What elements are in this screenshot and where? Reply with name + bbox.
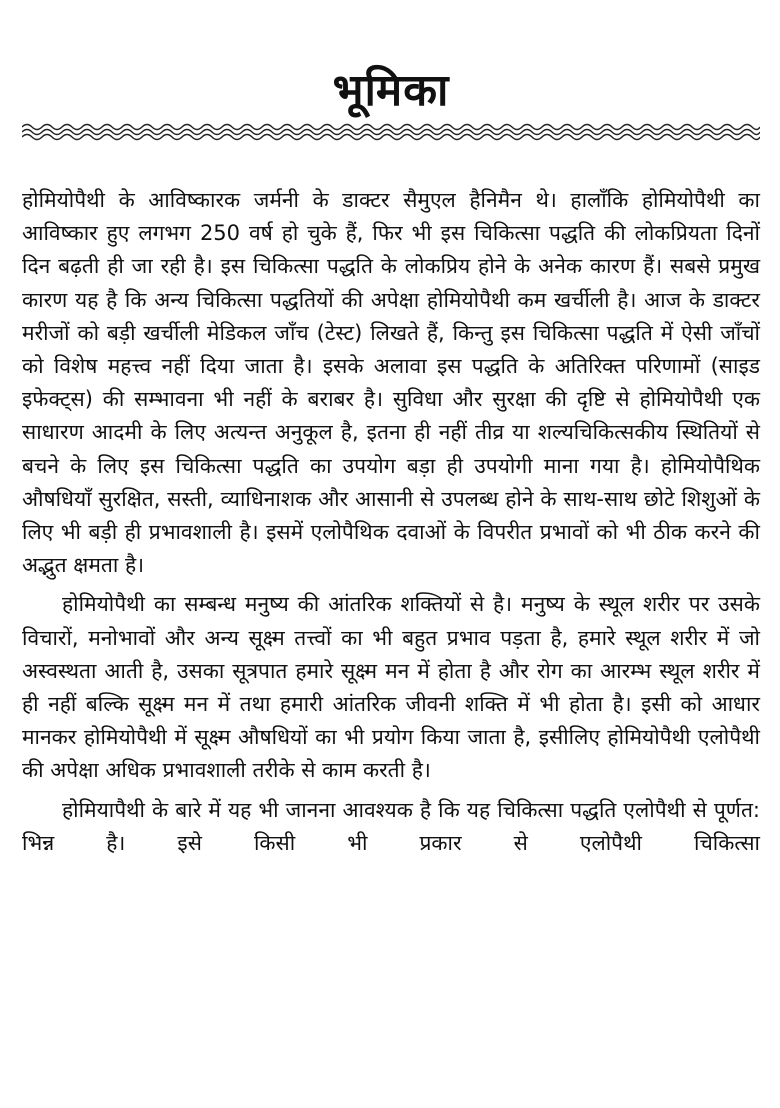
page-title: भूमिका bbox=[332, 65, 450, 116]
paragraph-2: होमियोपैथी का सम्बन्ध मनुष्य की आंतरिक शक्तियों से है। मनुष्य के स्थूल शरीर पर उसके विचारों, मनोभावों और अन्य सूक्ष्म तत्त्वों का भी बहुत प्रभाव पड़ता है, हमारे स्थूल शरीर में जो अस्वस्थता आती है, उसका सूत्रपात हमारे सूक्ष्म मन में होता है और रोग का आरम्भ स्थूल शरीर में ही नहीं बल्कि सूक्ष्म मन में तथा हमारी आंतरिक जीवनी शक्ति में भी होता है। इसी को आधार मानकर होमियोपैथी में सूक्ष्म औषधियों का भी प्रयोग किया जाता है, इसीलिए होमियोपैथी एलोपैथी की अपेक्षा अधिक प्रभावशाली तरीके से काम करती है। bbox=[22, 592, 760, 783]
paragraph-3: होमियापैथी के बारे में यह भी जानना आवश्यक है कि यह चिकित्सा पद्धति एलोपैथी से पूर्णत: भिन्न है। इसे किसी भी प्रकार से एलोपैथी चिकित्सा bbox=[22, 797, 760, 855]
paragraph-1: होमियोपैथी के आविष्कारक जर्मनी के डाक्टर सैमुएल हैनिमैन थे। हालाँकि होमियोपैथी का आविष्कार हुए लगभग 250 वर्ष हो चुके हैं, फिर भी इस चिकित्सा पद्धति की लोकप्रियता दिनों दिन बढ़ती ही जा रही है। इस चिकित्सा पद्धति के लोकप्रिय होने के अनेक कारण हैं। सबसे प्रमुख कारण यह है कि अन्य चिकित्सा पद्धतियों की अपेक्षा होमियोपैथी कम खर्चीली है। आज के डाक्टर मरीजों को बड़ी खर्चीली मेडिकल जाँच (टेस्ट) लिखते हैं, किन्तु इस चिकित्सा पद्धति में ऐसी जाँचों को विशेष महत्त्व नहीं दिया जाता है। इसके अलावा इस पद्धति के अतिरिक्त परिणामों (साइड इफेक्ट्स) की सम्भावना भी नहीं के बराबर है। सुविधा और सुरक्षा की दृष्टि से होमियोपैथी एक साधारण आदमी के लिए अत्यन्त अनुकूल है, इतना ही नहीं तीव्र या शल्यचिकित्सकीय स्थितियों से बचने के लिए इस चिकित्सा पद्धति का उपयोग बड़ा ही उपयोगी माना गया है। होमियोपैथिक औषधियाँ सुरक्षित, सस्ती, व्याधिनाशक और आसानी से उपलब्ध होने के साथ-साथ छोटे शिशुओं के लिए भी बड़ी ही प्रभावशाली है। इसमें एलोपैथिक दवाओं के विपरीत प्रभावों को भी ठीक करने की अद्भुत क्षमता है। bbox=[22, 188, 760, 578]
decorative-rule bbox=[22, 122, 760, 144]
body-text bbox=[22, 184, 760, 860]
